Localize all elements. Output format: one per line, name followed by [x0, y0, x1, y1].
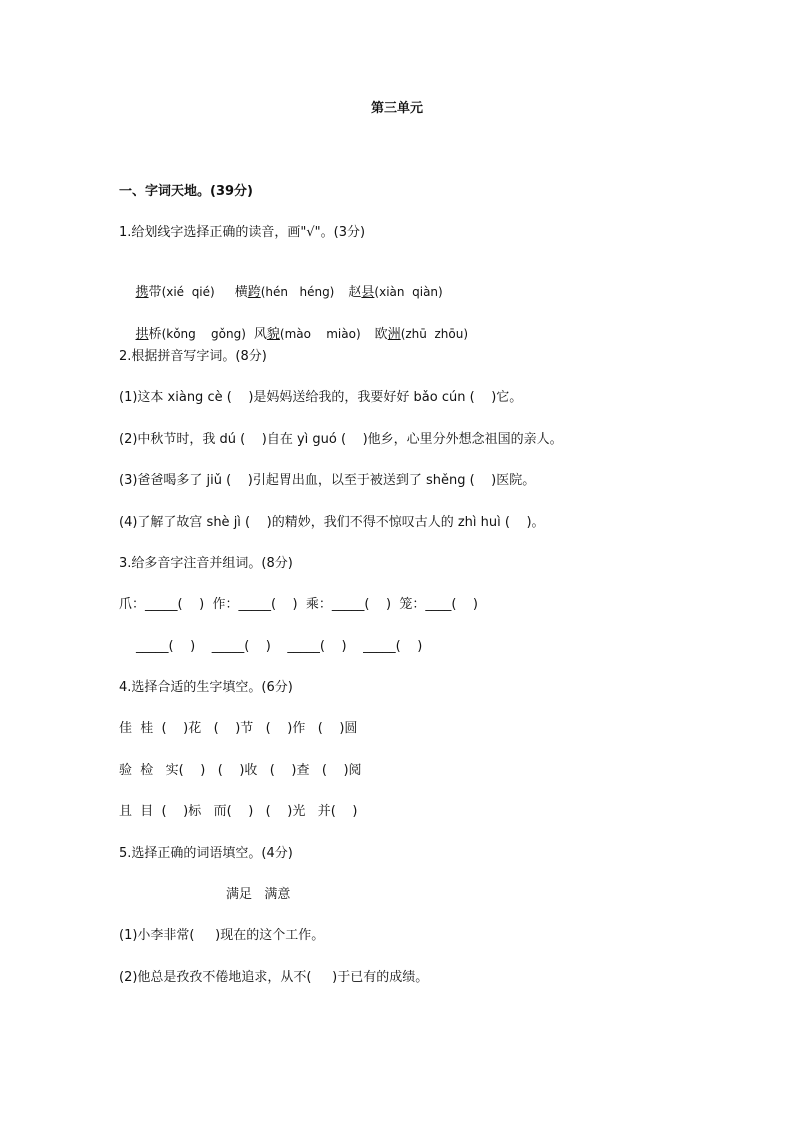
q5-options: 满足 满意	[226, 887, 291, 902]
word-rest: 带	[148, 285, 162, 300]
pinyin-choice: (xiàn qiàn)	[374, 285, 443, 299]
q2-item-1: (1)这本 xiàng cè ( )是妈妈送给我的，我要好好 bǎo cún ( )它。	[119, 390, 523, 405]
word-pre: 欧	[374, 327, 388, 342]
q2-heading: 2.根据拼音写字词。(8分)	[119, 349, 267, 364]
underlined-char: 貌	[266, 327, 280, 342]
underlined-char: 跨	[247, 285, 261, 300]
word-pre: 横	[234, 285, 248, 300]
q4-row-3: 且 目 ( )标 而( ) ( )光 并( )	[119, 804, 358, 819]
pinyin-choice: (kǒng gǒng)	[161, 327, 246, 341]
pinyin-choice: (hén héng)	[260, 285, 335, 299]
q5-heading: 5.选择正确的词语填空。(4分)	[119, 846, 293, 861]
pinyin-choice: (xié qié)	[161, 285, 215, 299]
q3-heading: 3.给多音字注音并组词。(8分)	[119, 556, 293, 571]
underlined-char: 携	[135, 285, 149, 300]
q2-item-2: (2)中秋节时，我 dú ( )自在 yì guó ( )他乡，心里分外想念祖国的亲人。	[119, 432, 563, 447]
q5-item-2: (2)他总是孜孜不倦地追求，从不( )于已有的成绩。	[119, 970, 429, 985]
q3-row2: _____( ) _____( ) _____( ) _____( )	[136, 639, 423, 654]
underlined-char: 县	[361, 285, 375, 300]
word-rest: 桥	[148, 327, 162, 342]
q1-heading: 1.给划线字选择正确的读音，画"√"。(3分)	[119, 225, 366, 240]
q3-row1: 爪：_____( ) 作：_____( ) 乘：_____( ) 笼：____( )	[119, 597, 478, 612]
word-pre: 风	[253, 327, 267, 342]
q2-item-3: (3)爸爸喝多了 jiǔ ( )引起胃出血，以至于被送到了 shěng ( )医院。	[119, 473, 536, 488]
q5-item-1: (1)小李非常( )现在的这个工作。	[119, 928, 325, 943]
word-pre: 赵	[348, 285, 362, 300]
pinyin-choice: (zhū zhōu)	[400, 327, 469, 341]
underlined-char: 洲	[387, 327, 401, 342]
q4-row-1: 佳 桂 ( )花 ( )节 ( )作 ( )圆	[119, 721, 358, 736]
page-title: 第三单元	[370, 101, 423, 116]
q2-item-4: (4)了解了故宫 shè jì ( )的精妙，我们不得不惊叹古人的 zhì huì ( )。	[119, 515, 545, 530]
section-heading: 一、字词天地。(39分)	[119, 184, 253, 199]
underlined-char: 拱	[135, 327, 149, 342]
pinyin-choice: (mào miào)	[279, 327, 361, 341]
q4-heading: 4.选择合适的生字填空。(6分)	[119, 680, 293, 695]
q4-row-2: 验 检 实( ) ( )收 ( )查 ( )阅	[119, 763, 362, 778]
